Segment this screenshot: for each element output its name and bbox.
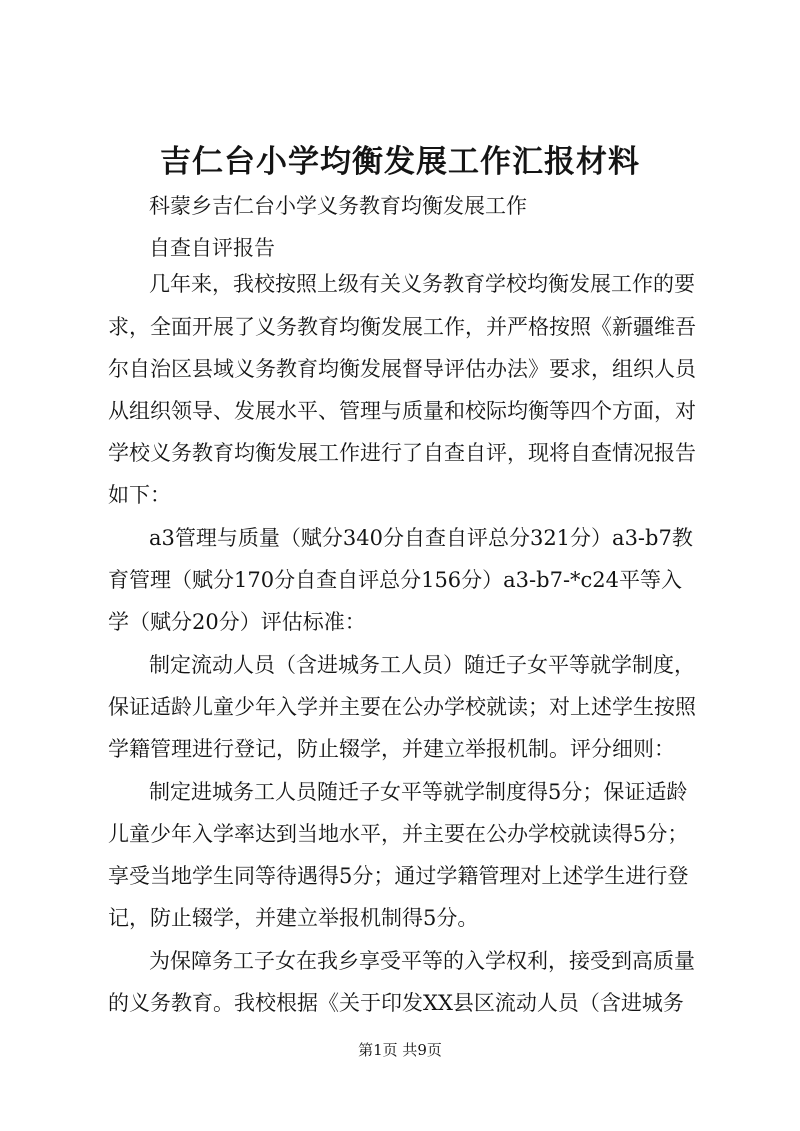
- body-line: 如下：: [108, 483, 171, 507]
- body-line: 保证适龄儿童少年入学并主要在公办学校就读；对上述学生按照: [108, 695, 696, 719]
- body-line: 求，全面开展了义务教育均衡发展工作，并严格按照《新疆维吾: [108, 315, 696, 339]
- body-line: 自查自评报告: [149, 236, 275, 260]
- body-line: 学（赋分20分）评估标准：: [108, 610, 366, 634]
- body-line: 记，防止辍学，并建立举报机制得5分。: [108, 906, 479, 930]
- body-line: 学籍管理进行登记，防止辍学，并建立举报机制。评分细则：: [108, 737, 675, 761]
- body-line: 制定进城务工人员随迁子女平等就学制度得5分；保证适龄: [149, 780, 688, 804]
- body-line: 从组织领导、发展水平、管理与质量和校际均衡等四个方面，对: [108, 399, 696, 423]
- body-line: 学校义务教育均衡发展工作进行了自查自评，现将自查情况报告: [108, 441, 696, 465]
- body-line: 的义务教育。我校根据《关于印发XX县区流动人员（含进城务: [108, 991, 684, 1015]
- body-line: 制定流动人员（含进城务工人员）随迁子女平等就学制度，: [149, 653, 695, 677]
- body-line: 育管理（赋分170分自查自评总分156分）a3-b7-*c24平等入: [108, 568, 683, 592]
- body-line: 享受当地学生同等待遇得5分；通过学籍管理对上述学生进行登: [108, 864, 689, 888]
- page-number-footer: 第1页 共9页: [358, 1041, 442, 1059]
- body-line: 科蒙乡吉仁台小学义务教育均衡发展工作: [149, 194, 527, 218]
- body-line: a3管理与质量（赋分340分自查自评总分321分）a3-b7教: [149, 526, 693, 550]
- body-line: 尔自治区县域义务教育均衡发展督导评估办法》要求，组织人员: [108, 357, 696, 381]
- body-line: 几年来，我校按照上级有关义务教育学校均衡发展工作的要: [149, 272, 695, 296]
- document-title: 吉仁台小学均衡发展工作汇报材料: [160, 144, 640, 180]
- body-line: 儿童少年入学率达到当地水平，并主要在公办学校就读得5分；: [108, 822, 689, 846]
- body-line: 为保障务工子女在我乡享受平等的入学权利，接受到高质量: [149, 949, 695, 973]
